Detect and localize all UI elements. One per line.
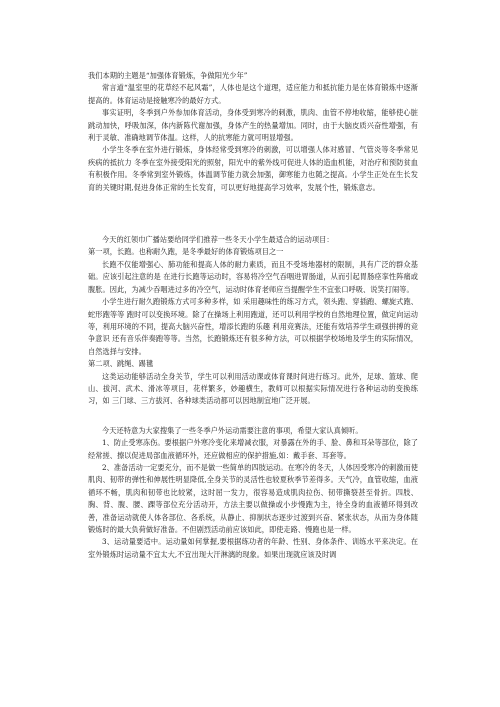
paragraph: 事实证明，冬季到户外参加体育活动，身体受到寒冷的刺激，肌肉、血管不停地收缩，能够使心脏跳动加快，呼吸加深，体内新陈代谢加强，身体产生的热量增加。同时，由于大脑皮质兴奋性增强，有利于灵敏、准确地调节体温。这样，人的抗寒能力就可明显增强。 xyxy=(88,108,418,143)
section-theme xyxy=(88,70,418,194)
list-item: 3、运动量要适中。运动量如何掌握,要根据练功者的年龄、性别、身体条件、训练水平来决定。在室外锻炼时运动量不宜太大,不宜出现大汗淋漓的现象。如果出现就应该及时调 xyxy=(88,537,418,559)
section-gap xyxy=(88,408,418,425)
paragraph: 小学生冬季在室外进行锻炼，身体经常受到寒冷的刺激，可以增强人体对感冒、气管炎等冬季常见疾病的抵抗力 冬季在室外接受阳光的照射，阳光中的紫外线可促进人体的造血机能，对治疗和预防贫血有积极作用。冬季常到室外锻炼，体温调节能力就会加强，御寒能力也随之提高。小学生正处在生长发育的关键时期,促进身体正常的生长发育，可以更好地提高学习效率，发展个性，锻炼意志。 xyxy=(88,145,418,192)
paragraph: 今天的红领巾广播站要给同学们推荐一些冬天小学生最适合的运动项目： xyxy=(102,235,334,245)
list-item: 2、准备活动一定要充分，而不是做一些简单的四肢运动。在寒冷的冬天，人体因受寒冷的刺激而使肌肉、韧带的弹性和伸展性明显降低,全身关节的灵活性也较夏秋季节差得多。天气冷，血管收缩，血液循环不畅，肌肉和韧带也比较紧，这时屈一发力，很容易造成肌肉拉伤、韧带撕裂甚至骨折。四肢、胸、背、腹、腰、踝等部位充分活动开，方法主要以做操或小步慢跑为主，待全身的血液循环得到改善，准备运动就使人体各部位、各系统，从静止、抑制状态逐步过渡到兴奋、紧张状态，从而为身体随锻炼时的最大负荷做好准备。不但剧烈活动前应该如此，即使走路、慢跑也是一样。 xyxy=(88,462,418,534)
item-heading: 第二项、跳绳、踢毽 xyxy=(88,359,154,369)
document-page xyxy=(88,70,418,561)
list-item: 1、防止受寒冻伤。要根据户外寒冷变化来增减衣服，对暴露在外的手、脸、鼻和耳朵等部位，除了经常搓、擦以促进局部血液循环外，还应做相应的保护措施,如：戴手套、耳套等。 xyxy=(88,438,418,460)
paragraph: 这类运动能够活动全身关节，学生可以利用活动课或体育课时间进行练习。此外，足球、篮球、爬山、拔河、武术、滑冰等项目，花样繁多，妙趣横生，教师可以根据实际情况进行各种运动的变换练习，如 三门球、三方拔河、各种球类活动都可以因地制宜地广泛开展。 xyxy=(88,371,418,406)
paragraph: 小学生进行耐久跑锻炼方式可多种多样，如 采用趣味性的练习方式，领头跑、穿插跑、螺旋式跑、蛇形跑等等 跑时可以变换环境。除了在操场上利用跑道，还可以利用学校的自然地理位置，做定向运动等，利用环境的不同，提高大脑兴奋性，增添长跑的乐趣 利用竞赛法，还能有效培养学生顽强拼搏的竞争意识 还有音乐伴奏跑等等。当然，长跑锻炼还有很多种方法，可以根据学校场地及学生的实际情况，自然选择与安排。 xyxy=(88,297,418,356)
paragraph: 常言道“温室里的花草经不起风霜”，人体也是这个道理，适应能力和抵抗能力是在体育锻炼中逐渐提高的。体育运动是接触寒冷的最好方式。 xyxy=(88,83,418,105)
theme-title: 我们本期的主题是“加强体育锻炼，争做阳光少年” xyxy=(88,71,248,80)
section-precautions xyxy=(88,425,418,561)
paragraph: 长跑不仅能增强心、肺功能和提高人体的耐力素质，而且不受场地器材的限制，具有广泛的群众基础。应该引起注意的是 在进行长跑等运动时，容易将冷空气吞咽进胃肠道，从而引起胃肠痉挛性阵痛或腹胀。因此，为减少吞咽进过多的冷空气，运动时体育老师应当提醒学生不宜张口呼吸、说笑打闹等。 xyxy=(88,259,418,294)
item-heading: 第一项，长跑。也称耐久跑，是冬季最好的体育锻炼项目之一 xyxy=(88,247,284,257)
section-sports-recommendations xyxy=(88,234,418,408)
section-gap xyxy=(88,194,418,234)
paragraph: 今天还特意为大家搜集了一些冬季户外运动需要注意的事项，希望大家认真倾听。 xyxy=(102,425,363,435)
